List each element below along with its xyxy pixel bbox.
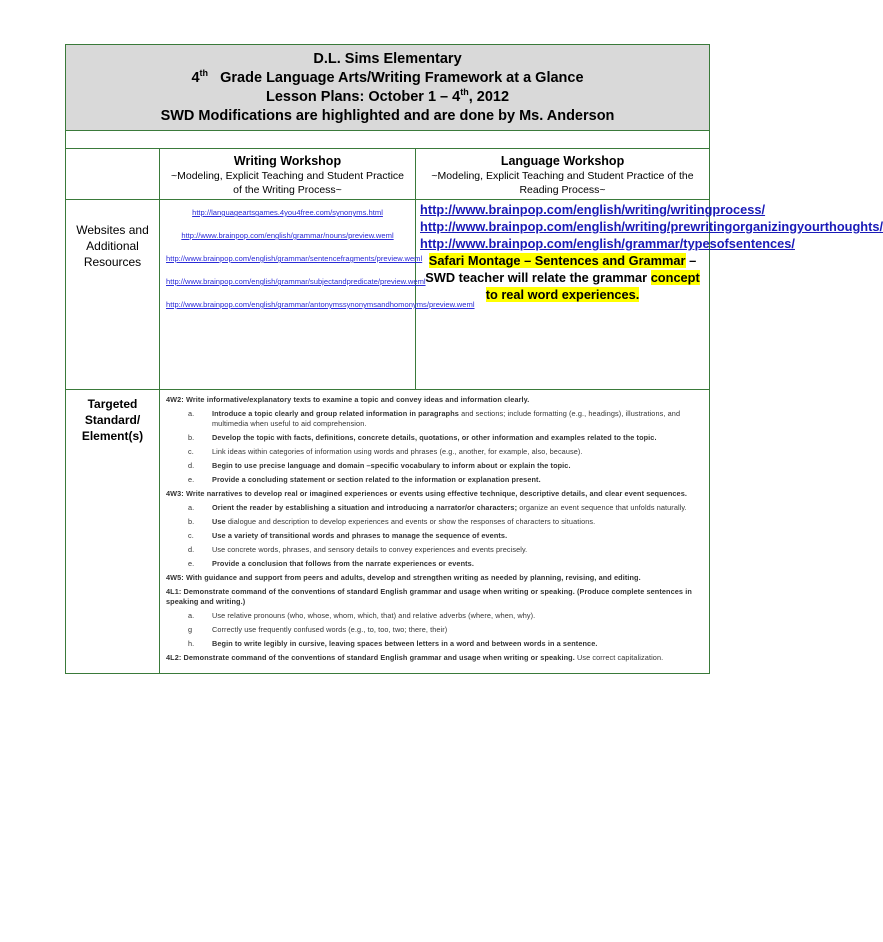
l1-items [166, 611, 703, 649]
language-workshop-title: Language Workshop [500, 154, 625, 168]
link-brainpop-subject-predicate[interactable]: http://www.brainpop.com/english/grammar/subjectandpredicate/preview.weml [166, 277, 426, 286]
websites-label: Websites and Additional Resources [66, 200, 160, 390]
empty-corner-cell [66, 149, 160, 200]
link-synonyms-games[interactable]: http://languageartsgames.4you4free.com/synonyms.html [192, 208, 383, 217]
link-brainpop-antonyms-synonyms[interactable]: http://www.brainpop.com/english/grammar/antonymssynonymsandhomonyms/preview.weml [166, 300, 475, 309]
w3-items [166, 503, 703, 569]
link-brainpop-prewriting[interactable]: http://www.brainpop.com/english/writing/prewritingorganizingyourthoughts/ [420, 219, 883, 234]
standard-item: g Correctly use frequently confused words (e.g., to, too, two; there, their) [188, 625, 448, 634]
framework-table [65, 44, 883, 674]
header-block [66, 45, 710, 131]
language-workshop-header [416, 149, 710, 200]
link-brainpop-sentence-fragments[interactable]: http://www.brainpop.com/english/grammar/sentencefragments/preview.weml [166, 254, 423, 263]
standard-item: a. Introduce a topic clearly and group related information in paragraphs and sections; include formatting (e.g., headings), illustrations, and multimedia when useful to aid comprehension. [188, 409, 681, 428]
lesson-plan-page [65, 44, 883, 674]
link-brainpop-types-of-sentences[interactable]: http://www.brainpop.com/english/grammar/typesofsentences/ [420, 236, 795, 251]
swd-note: SWD Modifications are highlighted and are done by Ms. Anderson [160, 108, 615, 124]
standard-item: b. Use dialogue and description to develop experiences and events or show the responses of characters to situations. [188, 517, 596, 526]
standard-4w2: 4W2: Write informative/explanatory texts to examine a topic and convey ideas and information clearly. [166, 395, 530, 404]
swd-concept-highlight: concept to real word experiences. [485, 270, 700, 302]
spacer-row [66, 131, 710, 149]
standard-item: a. Orient the reader by establishing a situation and introducing a narrator/or characters; organize an event sequence that unfolds naturally. [188, 503, 687, 512]
standard-item: d. Begin to use precise language and domain –specific vocabulary to inform about or explain the topic. [188, 461, 571, 470]
writing-workshop-header [160, 149, 416, 200]
standards-cell [160, 390, 710, 674]
standard-item: d. Use concrete words, phrases, and sensory details to convey experiences and events precisely. [188, 545, 528, 554]
writing-workshop-title: Writing Workshop [233, 154, 342, 168]
school-name: D.L. Sims Elementary [313, 51, 462, 67]
lesson-dates: Lesson Plans: October 1 – 4th, 2012 [265, 87, 510, 105]
standard-item: c. Use a variety of transitional words and phrases to manage the sequence of events. [188, 531, 508, 540]
safari-montage-highlight: Safari Montage – Sentences and Grammar [428, 253, 686, 268]
link-brainpop-nouns[interactable]: http://www.brainpop.com/english/grammar/nouns/preview.weml [181, 231, 394, 240]
safari-montage-note: Safari Montage – Sentences and Grammar – SWD teacher will relate the grammar concept to real word experiences. [425, 253, 700, 302]
standards-label: Targeted Standard/ Element(s) [66, 390, 160, 674]
standard-item: a. Use relative pronouns (who, whose, whom, which, that) and relative adverbs (where, when, why). [188, 611, 536, 620]
link-brainpop-writing-process[interactable]: http://www.brainpop.com/english/writing/writingprocess/ [420, 202, 766, 217]
language-links-cell [416, 200, 883, 390]
writing-workshop-subtitle: ~Modeling, Explicit Teaching and Student Practice of the Writing Process~ [171, 170, 404, 196]
standard-item: e. Provide a conclusion that follows from the narrate experiences or events. [188, 559, 474, 568]
standard-4l2: 4L2: Demonstrate command of the conventions of standard English grammar and usage when writing or speaking. Use correct capitalization. [166, 653, 664, 662]
language-workshop-subtitle: ~Modeling, Explicit Teaching and Student Practice of the Reading Process~ [431, 170, 694, 196]
standard-4w5: 4W5: With guidance and support from peers and adults, develop and strengthen writing as needed by planning, revising, and editing. [166, 573, 641, 582]
standard-4l1: 4L1: Demonstrate command of the conventions of standard English grammar and usage when writing or speaking. (Produce complete sentences in speaking and writing.) [166, 587, 692, 606]
standard-4w3: 4W3: Write narratives to develop real or imagined experiences or events using effective technique, descriptive details, and clear event sequences. [166, 489, 687, 498]
writing-links-cell [160, 200, 475, 390]
standard-item: e. Provide a concluding statement or section related to the information or explanation present. [188, 475, 541, 484]
standard-item: c. Link ideas within categories of information using words and phrases (e.g., another, for example, also, because). [188, 447, 583, 456]
standard-item: b. Develop the topic with facts, definitions, concrete details, quotations, or other information and examples related to the topic. [188, 433, 657, 442]
w2-items [166, 409, 703, 485]
standard-item: h. Begin to write legibly in cursive, leaving spaces between letters in a word and between words in a sentence. [188, 639, 598, 648]
framework-title: 4th Grade Language Arts/Writing Framework at a Glance [191, 68, 584, 86]
